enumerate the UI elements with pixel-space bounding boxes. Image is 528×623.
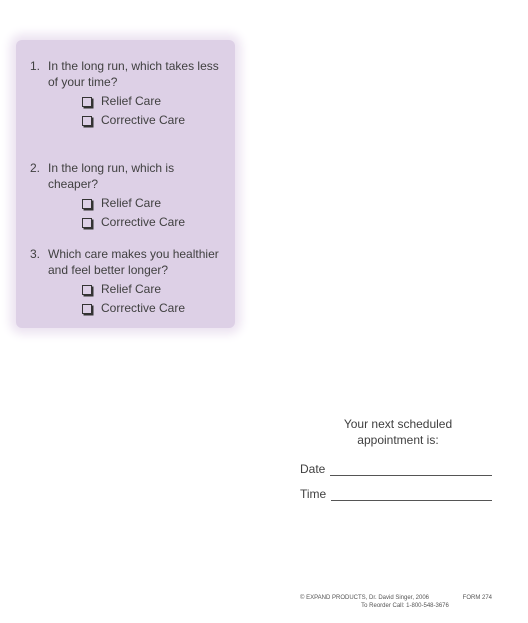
checkbox-icon[interactable] bbox=[82, 199, 92, 209]
option-corrective-care[interactable] bbox=[82, 113, 224, 128]
option-relief-care[interactable] bbox=[82, 282, 224, 297]
checkbox-icon[interactable] bbox=[82, 97, 92, 107]
footer bbox=[300, 594, 492, 610]
question-text: In the long run, which is cheaper? bbox=[48, 161, 175, 191]
date-label: Date bbox=[300, 462, 326, 476]
appointment-heading-line2: appointment is: bbox=[357, 433, 439, 447]
question-number: 2. bbox=[30, 161, 41, 175]
question-text: Which care makes you healthier and feel better longer? bbox=[48, 247, 219, 277]
option-label: Relief Care bbox=[101, 282, 162, 296]
question-text: In the long run, which takes less of your time? bbox=[48, 59, 219, 89]
time-field[interactable] bbox=[300, 487, 492, 501]
question-1 bbox=[30, 58, 224, 128]
checkbox-icon[interactable] bbox=[82, 285, 92, 295]
quiz-panel bbox=[16, 40, 235, 328]
appointment-heading-line1: Your next scheduled bbox=[343, 417, 453, 431]
option-label: Relief Care bbox=[101, 196, 162, 210]
option-corrective-care[interactable] bbox=[82, 301, 224, 316]
checkbox-icon[interactable] bbox=[82, 116, 92, 126]
option-label: Corrective Care bbox=[101, 215, 186, 229]
question-2 bbox=[30, 160, 224, 230]
question-number: 1. bbox=[30, 59, 41, 73]
option-label: Relief Care bbox=[101, 94, 162, 108]
form-number: FORM 274 bbox=[462, 595, 492, 601]
option-corrective-care[interactable] bbox=[82, 215, 224, 230]
time-line[interactable] bbox=[331, 489, 492, 501]
question-3 bbox=[30, 246, 224, 316]
option-label: Corrective Care bbox=[101, 301, 186, 315]
question-number: 3. bbox=[30, 247, 41, 261]
time-label: Time bbox=[300, 487, 327, 501]
checkbox-icon[interactable] bbox=[82, 218, 92, 228]
reorder-text: To Reorder Call: 1-800-548-3676 bbox=[361, 603, 449, 609]
copyright-text: © EXPAND PRODUCTS, Dr. David Singer, 2006 bbox=[300, 595, 430, 601]
date-line[interactable] bbox=[330, 464, 492, 476]
appointment-heading bbox=[300, 416, 492, 448]
option-relief-care[interactable] bbox=[82, 94, 224, 109]
date-field[interactable] bbox=[300, 462, 492, 476]
option-label: Corrective Care bbox=[101, 113, 186, 127]
option-relief-care[interactable] bbox=[82, 196, 224, 211]
checkbox-icon[interactable] bbox=[82, 304, 92, 314]
